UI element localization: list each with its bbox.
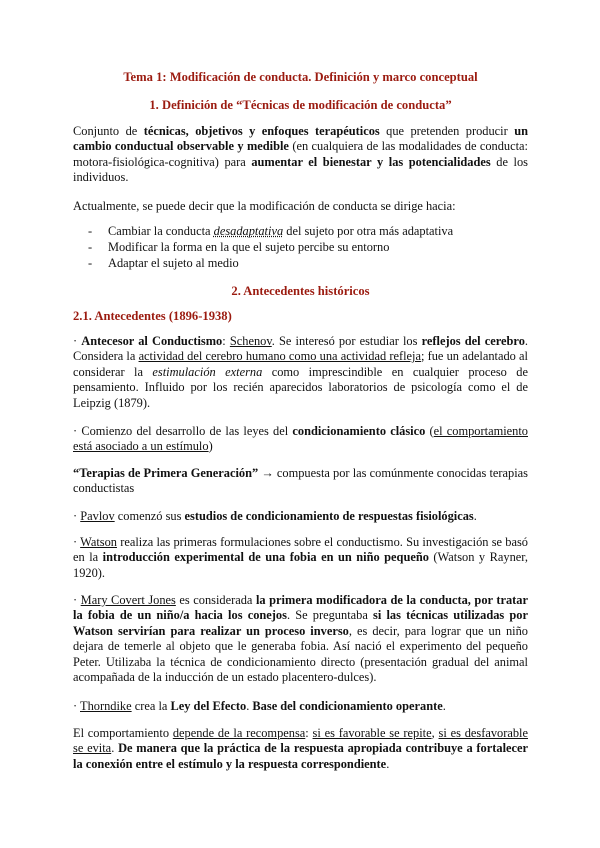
text-run: , es decir, para lograr que un niño dejara de temerle al objeto que le generaba fobia. Así nació el experimento del pequeño Peter. Utilizaba la técnica de condicionamiento directo (presentación gradual del animal acompañada de la inducción de un estado placentero-dulces). bbox=[73, 623, 528, 685]
text-run: crea la bbox=[131, 699, 171, 713]
paragraph-first-generation bbox=[73, 466, 528, 497]
bullet: · bbox=[73, 699, 80, 713]
underlined-text: Watson bbox=[80, 535, 117, 549]
paragraph-mary-cover-jones bbox=[73, 593, 528, 685]
underlined-text: actividad del cerebro humano como una actividad refleja bbox=[138, 349, 421, 364]
italic-underlined-text: desadaptativa bbox=[213, 224, 284, 238]
bold-text: si las técnicas utilizadas por Watson servirían para realizar un proceso inverso bbox=[73, 608, 529, 638]
text-run: (en cualquiera de las modalidades de conducta: motora-fisiológica-cognitiva) para bbox=[73, 139, 528, 169]
text-run: Modificar la forma en la que el sujeto percibe su entorno bbox=[108, 240, 390, 254]
bold-text: “Terapias de Primera Generación” bbox=[73, 466, 259, 480]
underlined-text: si es desfavorable se evita bbox=[73, 726, 529, 756]
text-run: . bbox=[246, 699, 253, 713]
paragraph-thorndike bbox=[73, 699, 528, 714]
text-run: realiza las primeras formulaciones sobre el conductismo. Su investigación se basó en la bbox=[73, 535, 528, 565]
text-run: . Se preguntaba bbox=[286, 608, 374, 623]
text-run: · Comienzo del desarrollo de las leyes del bbox=[73, 424, 293, 438]
section-2-1-heading: 2.1. Antecedentes (1896-1938) bbox=[73, 309, 232, 323]
list-item: - Adaptar el sujeto al medio bbox=[88, 256, 239, 270]
section-1-heading: 1. Definición de “Técnicas de modificación de conducta” bbox=[149, 98, 452, 112]
text-run: de los individuos. bbox=[73, 154, 528, 185]
bold-text: De manera que la práctica de la respuesta apropiada contribuye a fortalecer la conexión entre el estímulo y la respuesta correspondiente bbox=[73, 741, 529, 771]
text-run: como imprescindible en cualquier proceso de pensamiento. Influido por los recién aparecidos laboratorios de psicología como el de Leipzig (1879). bbox=[73, 364, 528, 410]
bullet: · bbox=[73, 334, 82, 348]
text-run: . bbox=[111, 741, 119, 756]
list-item: - Modificar la forma en la que el sujeto percibe su entorno bbox=[88, 240, 390, 254]
underlined-text: si es favorable se repite bbox=[312, 726, 432, 740]
text-run: El comportamiento bbox=[73, 726, 173, 740]
bold-text: condicionamiento clásico bbox=[292, 424, 426, 438]
bold-text: Antecesor al Conductismo bbox=[81, 334, 223, 348]
bold-text: Ley del Efecto bbox=[170, 699, 247, 713]
bold-text: introducción experimental de una fobia en un niño pequeño bbox=[102, 550, 429, 565]
text-run: ) bbox=[208, 439, 213, 454]
text-run: : bbox=[222, 334, 230, 348]
document-title: Tema 1: Modificación de conducta. Definición y marco conceptual bbox=[123, 70, 478, 84]
underlined-text: Pavlov bbox=[80, 509, 115, 523]
intro-paragraph: Actualmente, se puede decir que la modificación de conducta se dirige hacia: bbox=[73, 199, 456, 213]
text-run: que pretenden producir bbox=[379, 124, 515, 138]
text-run: comenzó sus bbox=[114, 509, 185, 523]
underlined-text: depende de la recompensa bbox=[172, 726, 306, 740]
section-2-heading: 2. Antecedentes históricos bbox=[231, 284, 370, 298]
bold-text: reflejos del cerebro bbox=[421, 334, 525, 348]
text-run: . Considera la bbox=[73, 334, 528, 364]
text-run: . bbox=[442, 699, 446, 713]
text-run: ( bbox=[425, 424, 434, 438]
text-run: Conjunto de bbox=[73, 124, 144, 138]
bullet: · bbox=[73, 593, 81, 607]
underlined-text: Thorndike bbox=[80, 699, 132, 713]
bold-text: estudios de condicionamiento de respuestas fisiológicas bbox=[184, 509, 474, 523]
text-run: , bbox=[431, 726, 439, 740]
bold-text: Base del condicionamiento operante bbox=[252, 699, 443, 713]
paragraph-watson bbox=[73, 535, 528, 581]
paragraph-schenov bbox=[73, 334, 528, 411]
text-run: (Watson y Rayner, 1920). bbox=[73, 550, 528, 580]
text-run: es considerada bbox=[175, 593, 256, 607]
text-run: : bbox=[305, 726, 313, 740]
bold-text: aumentar el bienestar y las potencialidades bbox=[251, 154, 491, 169]
bullet: · bbox=[73, 535, 81, 549]
italic-text: estimulación externa bbox=[152, 364, 263, 379]
definition-paragraph bbox=[73, 124, 528, 186]
paragraph-law-of-effect bbox=[73, 726, 528, 772]
list-item: - Cambiar la conducta desadaptativa del sujeto por otra más adaptativa bbox=[88, 224, 454, 238]
bullet: · bbox=[73, 509, 81, 523]
paragraph-classical-conditioning bbox=[73, 424, 528, 455]
text-run: . Se interesó por estudiar los bbox=[271, 334, 422, 348]
underlined-text: Schenov bbox=[229, 334, 272, 348]
text-run: . bbox=[473, 509, 477, 523]
text-run: → compuesta por las comúnmente conocidas terapias conductistas bbox=[73, 466, 528, 496]
text-run: del sujeto por otra más adaptativa bbox=[283, 224, 454, 238]
text-run: Adaptar el sujeto al medio bbox=[108, 256, 239, 270]
bold-text: un cambio conductual observable y medible bbox=[73, 124, 528, 154]
bold-text: técnicas, objetivos y enfoques terapéuticos bbox=[143, 124, 380, 138]
paragraph-pavlov bbox=[73, 509, 528, 524]
bold-text: la primera modificadora de la conducta, por tratar la fobia de un niño/a hacia los conejos bbox=[73, 593, 528, 623]
text-run: ; fue un adelantado al considerar la bbox=[73, 349, 528, 379]
underlined-text: Mary Covert Jones bbox=[80, 593, 176, 607]
text-run: Cambiar la conducta bbox=[108, 224, 214, 238]
underlined-text: el comportamiento está asociado a un estímulo bbox=[73, 424, 528, 454]
text-run: . bbox=[386, 756, 390, 771]
